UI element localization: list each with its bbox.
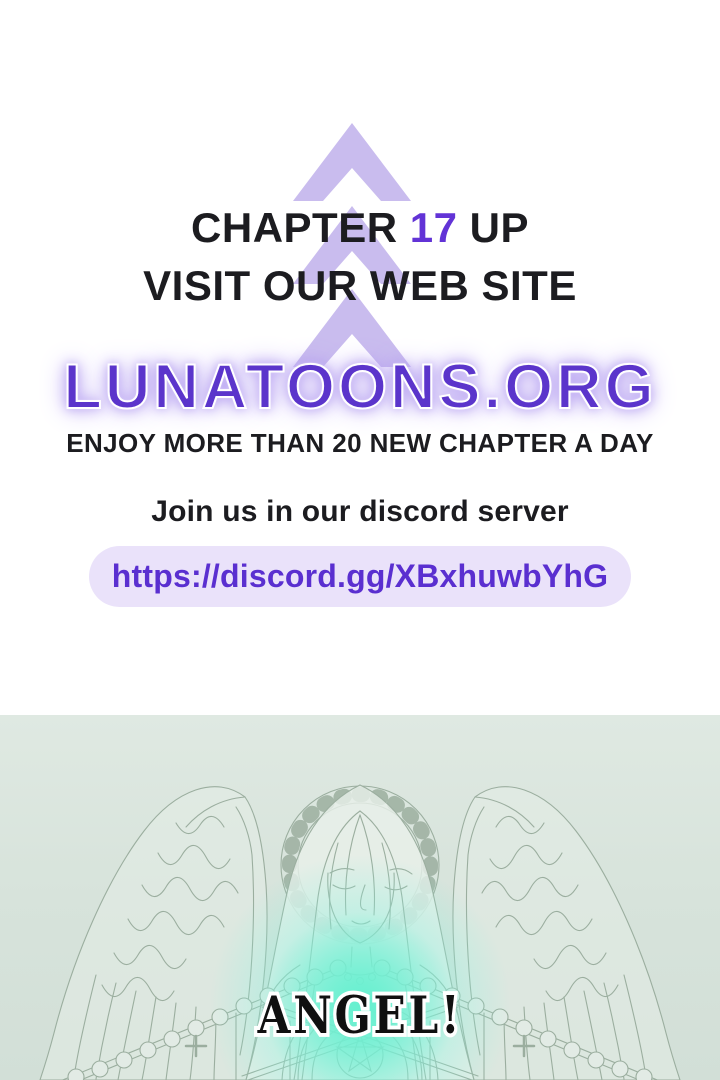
tagline: ENJOY MORE THAN 20 NEW CHAPTER A DAY <box>66 428 654 458</box>
chapter-word: CHAPTER <box>191 204 398 251</box>
site-name: LUNATOONS.ORG <box>63 352 657 422</box>
angel-illustration <box>0 715 720 1080</box>
caption-text: ANGEL! <box>257 986 463 1047</box>
visit-headline: VISIT OUR WEB SITE <box>143 262 577 309</box>
discord-invite-label: Join us in our discord server <box>151 495 569 528</box>
chapter-number: 17 <box>409 204 458 251</box>
chapter-up-word: UP <box>469 204 529 251</box>
chevron-up-icon <box>293 123 411 201</box>
chapter-headline <box>0 204 720 252</box>
discord-link[interactable]: https://discord.gg/XBxhuwbYhG <box>89 546 631 607</box>
